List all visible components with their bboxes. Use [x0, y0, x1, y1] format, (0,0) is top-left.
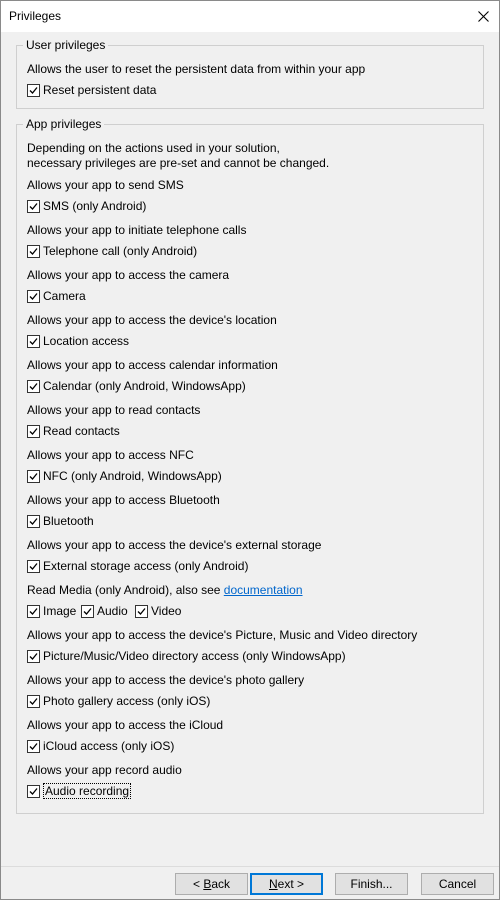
privilege-description: Allows your app record audio — [27, 763, 182, 777]
checkbox-box — [27, 470, 40, 483]
icloud-checkbox[interactable] — [27, 738, 174, 754]
checkmark-icon — [29, 292, 38, 301]
checkmark-icon — [29, 427, 38, 436]
checkbox-box — [27, 650, 40, 663]
checkbox-box — [27, 425, 40, 438]
checkbox-label: NFC (only Android, WindowsApp) — [43, 469, 222, 483]
reset-persistent-data-checkbox[interactable] — [27, 82, 156, 98]
checkbox-label: Audio recording — [45, 784, 130, 798]
checkbox-box — [27, 515, 40, 528]
picture-music-video-checkbox[interactable] — [27, 648, 346, 664]
app-privileges-legend: App privileges — [23, 117, 104, 131]
privilege-description: Allows your app to access Bluetooth — [27, 493, 220, 507]
checkbox-box — [27, 335, 40, 348]
privilege-description: Allows your app to access calendar information — [27, 358, 278, 372]
audio-recording-checkbox[interactable] — [27, 783, 131, 799]
privilege-description: Allows your app to access the device's external storage — [27, 538, 322, 552]
back-rest: ack — [211, 877, 231, 891]
cancel-button[interactable]: Cancel — [421, 873, 494, 895]
checkbox-label: Audio — [97, 604, 128, 618]
checkbox-box — [27, 785, 40, 798]
checkmark-icon — [29, 337, 38, 346]
video-checkbox[interactable] — [135, 603, 181, 619]
checkmark-icon — [29, 202, 38, 211]
checkbox-label: External storage access (only Android) — [43, 559, 249, 573]
privilege-description: Allows your app to access NFC — [27, 448, 194, 462]
sms-checkbox[interactable] — [27, 198, 146, 214]
user-privileges-description: Allows the user to reset the persistent data from within your app — [27, 62, 366, 76]
checkbox-box — [27, 740, 40, 753]
checkbox-label: Location access — [43, 334, 130, 348]
checkbox-box — [27, 84, 40, 97]
checkbox-box — [27, 560, 40, 573]
bluetooth-checkbox[interactable] — [27, 513, 94, 529]
checkbox-label: Image — [43, 604, 77, 618]
checkbox-label: Video — [151, 604, 182, 618]
checkmark-icon — [29, 517, 38, 526]
camera-checkbox[interactable] — [27, 288, 86, 304]
checkmark-icon — [83, 607, 92, 616]
checkbox-box — [135, 605, 148, 618]
user-privileges-legend: User privileges — [23, 38, 108, 52]
checkbox-label: Picture/Music/Video directory access (only WindowsApp) — [43, 649, 346, 663]
app-privileges-intro-line2: necessary privileges are pre-set and cannot be changed. — [27, 156, 330, 170]
app-privileges-intro-line1: Depending on the actions used in your solution, — [27, 141, 280, 155]
checkbox-label: Calendar (only Android, WindowsApp) — [43, 379, 246, 393]
read-contacts-checkbox[interactable] — [27, 423, 120, 439]
checkbox-box — [27, 380, 40, 393]
title-bar — [1, 1, 499, 32]
audio-checkbox[interactable] — [81, 603, 128, 619]
checkbox-label: iCloud access (only iOS) — [43, 739, 175, 753]
next-rest: ext > — [277, 877, 305, 891]
checkmark-icon — [29, 472, 38, 481]
checkmark-icon — [29, 652, 38, 661]
checkbox-box — [27, 200, 40, 213]
checkmark-icon — [29, 247, 38, 256]
checkmark-icon — [29, 787, 38, 796]
privilege-description: Allows your app to access the iCloud — [27, 718, 224, 732]
checkbox-label: Bluetooth — [43, 514, 94, 528]
checkbox-box — [27, 290, 40, 303]
checkbox-label: Photo gallery access (only iOS) — [43, 694, 211, 708]
location-access-checkbox[interactable] — [27, 333, 129, 349]
next-mnemonic: N — [268, 877, 278, 891]
privilege-description: Allows your app to access the device's Picture, Music and Video directory — [27, 628, 418, 642]
calendar-checkbox[interactable] — [27, 378, 246, 394]
footer-separator — [1, 866, 499, 867]
image-checkbox[interactable] — [27, 603, 76, 619]
privilege-description: Allows your app to access the device's location — [27, 313, 277, 327]
checkbox-box — [81, 605, 94, 618]
checkmark-icon — [29, 562, 38, 571]
checkmark-icon — [29, 382, 38, 391]
checkbox-label: Reset persistent data — [43, 83, 157, 97]
checkmark-icon — [29, 607, 38, 616]
telephone-call-checkbox[interactable] — [27, 243, 197, 259]
nfc-checkbox[interactable] — [27, 468, 222, 484]
photo-gallery-checkbox[interactable] — [27, 693, 210, 709]
checkbox-label: Read contacts — [43, 424, 120, 438]
next-button[interactable] — [250, 873, 323, 895]
documentation-link[interactable]: documentation — [223, 583, 303, 597]
external-storage-checkbox[interactable] — [27, 558, 248, 574]
checkmark-icon — [137, 607, 146, 616]
read-media-description — [27, 583, 303, 597]
checkbox-box — [27, 695, 40, 708]
privilege-description: Allows your app to read contacts — [27, 403, 201, 417]
checkbox-label: Telephone call (only Android) — [43, 244, 198, 258]
checkbox-box — [27, 605, 40, 618]
privilege-description: Allows your app to initiate telephone calls — [27, 223, 247, 237]
close-icon — [478, 11, 489, 22]
privilege-description: Allows your app to access the camera — [27, 268, 230, 282]
finish-button[interactable]: Finish... — [335, 873, 408, 895]
read-media-text: Read Media (only Android), also see — [27, 583, 224, 597]
back-prefix: < — [192, 877, 204, 891]
back-mnemonic: B — [203, 877, 212, 891]
window-title: Privileges — [9, 9, 62, 23]
checkmark-icon — [29, 697, 38, 706]
user-privileges-group — [16, 38, 484, 109]
checkbox-box — [27, 245, 40, 258]
privilege-description: Allows your app to access the device's photo gallery — [27, 673, 305, 687]
back-button[interactable] — [175, 873, 248, 895]
close-button[interactable] — [467, 1, 499, 32]
checkbox-label: SMS (only Android) — [43, 199, 147, 213]
privilege-description: Allows your app to send SMS — [27, 178, 184, 192]
checkbox-label: Camera — [43, 289, 86, 303]
checkmark-icon — [29, 742, 38, 751]
checkmark-icon — [29, 86, 38, 95]
